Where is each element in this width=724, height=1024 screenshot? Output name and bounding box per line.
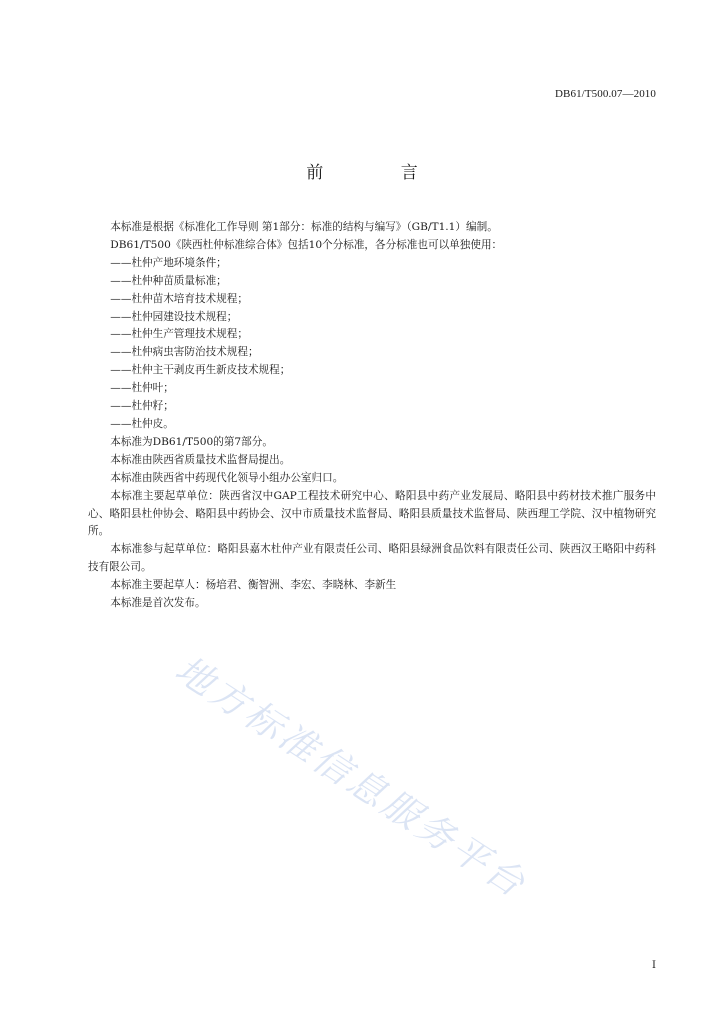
paragraph: 本标准参与起草单位：略阳县嘉木杜仲产业有限责任公司、略阳县绿洲食品饮料有限责任公司、陕西汉王略阳中药科技有限公司。: [88, 543, 656, 574]
page-number: I: [652, 960, 656, 971]
paragraph: DB61/T500《陕西杜仲标准综合体》包括10个分标准，各分标准也可以单独使用：: [110, 238, 503, 251]
foreword-body: [88, 219, 656, 613]
document-code: DB61/T500.07—2010: [554, 88, 656, 100]
list-item: ——杜仲园建设技术规程；: [110, 310, 238, 323]
paragraph: 本标准主要起草人：杨培君、衡智洲、李宏、李晓林、李新生: [110, 579, 397, 592]
paragraph: 本标准由陕西省质量技术监督局提出。: [110, 453, 291, 466]
page-title: 前 言: [306, 163, 454, 183]
paragraph: 本标准为DB61/T500的第7部分。: [110, 435, 273, 448]
list-item: ——杜仲籽；: [110, 400, 174, 413]
paragraph: 本标准主要起草单位：陕西省汉中GAP工程技术研究中心、略阳县中药产业发展局、略阳县中药材技术推广服务中心、略阳县杜仲协会、略阳县中药协会、汉中市质量技术监督局、略阳县质量技术监督局、陕西理工学院、汉中植物研究所。: [88, 489, 656, 538]
list-item: ——杜仲苗木培育技术规程；: [110, 292, 248, 305]
list-item: ——杜仲主干剥皮再生新皮技术规程；: [110, 364, 291, 377]
paragraph: 本标准是首次发布。: [110, 597, 206, 610]
list-item: ——杜仲病虫害防治技术规程；: [110, 346, 259, 359]
list-item: ——杜仲皮。: [110, 417, 174, 430]
list-item: ——杜仲种苗质量标准；: [110, 274, 227, 287]
watermark: 地方标准信息服务平台: [167, 647, 535, 907]
paragraph: 本标准由陕西省中药现代化领导小组办公室归口。: [110, 471, 344, 484]
list-item: ——杜仲叶；: [110, 382, 174, 395]
list-item: ——杜仲产地环境条件；: [110, 256, 227, 269]
list-item: ——杜仲生产管理技术规程；: [110, 328, 248, 341]
paragraph: 本标准是根据《标准化工作导则 第1部分：标准的结构与编写》（GB/T1.1）编制。: [110, 221, 498, 233]
